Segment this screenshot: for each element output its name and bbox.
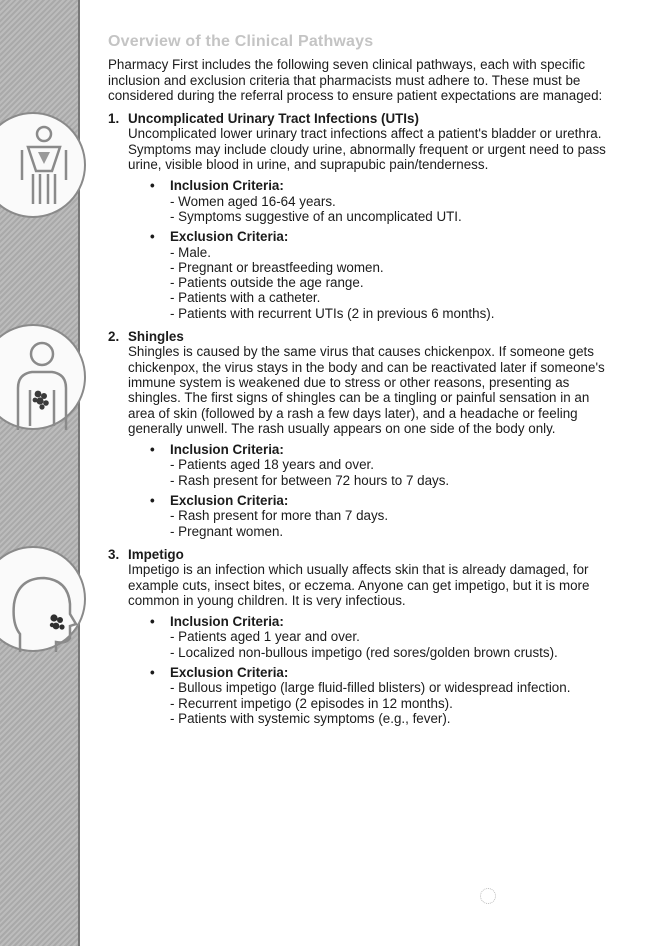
section-description: Uncomplicated lower urinary tract infections affect a patient's bladder or urethra. Symptoms may include cloudy urine, abnormally frequent or urgent need to pass urine, visible blood in urine, and suprapubic pain/tenderness.	[128, 126, 606, 173]
inclusion-criteria: • Inclusion Criteria: - Women aged 16-64 years. - Symptoms suggestive of an uncomplicated UTI.	[150, 178, 608, 224]
list-item: - Symptoms suggestive of an uncomplicated UTI.	[170, 208, 462, 224]
inclusion-label: Inclusion Criteria:	[170, 614, 284, 630]
section-number: 3.	[108, 546, 120, 562]
page-title: Overview of the Clinical Pathways	[108, 33, 374, 50]
section-shingles	[108, 329, 608, 539]
section-title: Impetigo	[128, 546, 184, 562]
shingles-torso-icon	[0, 324, 86, 430]
decorative-mark-icon	[480, 888, 496, 904]
exclusion-criteria: • Exclusion Criteria: - Bullous impetigo (large fluid-filled blisters) or widespread infection. - Recurrent impetigo (2 episodes in 12 months). - Patients with systemic symptoms (e.g., fever).	[150, 665, 608, 726]
list-item: - Recurrent impetigo (2 episodes in 12 months).	[170, 695, 453, 711]
inclusion-label: Inclusion Criteria:	[170, 178, 284, 194]
list-item: - Patients outside the age range.	[170, 275, 364, 291]
inclusion-label: Inclusion Criteria:	[170, 442, 284, 458]
impetigo-face-icon	[0, 546, 86, 652]
section-heading	[108, 547, 608, 562]
list-item: - Patients with systemic symptoms (e.g., fever).	[170, 710, 451, 726]
intro-paragraph: Pharmacy First includes the following seven clinical pathways, each with specific inclusion and exclusion criteria that pharmacists must adhere to. These must be considered during the referral process to ensure patient expectations are managed:	[108, 57, 603, 103]
list-item: - Localized non-bullous impetigo (red sores/golden brown crusts).	[170, 644, 558, 660]
exclusion-criteria: • Exclusion Criteria: - Rash present for more than 7 days. - Pregnant women.	[150, 493, 608, 539]
section-description: Impetigo is an infection which usually affects skin that is already damaged, for example cuts, insect bites, or eczema. Anyone can get impetigo, but it is more common in young children. It is very infectious.	[128, 562, 590, 608]
list-item: - Pregnant or breastfeeding women.	[170, 259, 384, 275]
section-title: Uncomplicated Urinary Tract Infections (UTIs)	[128, 111, 419, 127]
list-item: - Patients with recurrent UTIs (2 in previous 6 months).	[170, 305, 495, 321]
exclusion-label: Exclusion Criteria:	[170, 229, 289, 245]
section-number: 2.	[108, 329, 120, 345]
section-heading	[108, 111, 608, 126]
exclusion-label: Exclusion Criteria:	[170, 664, 289, 680]
list-item: - Male.	[170, 244, 211, 260]
exclusion-label: Exclusion Criteria:	[170, 493, 289, 509]
section-uti	[108, 111, 608, 321]
section-title: Shingles	[128, 329, 184, 345]
section-impetigo	[108, 547, 608, 726]
list-item: - Rash present for between 72 hours to 7 days.	[170, 472, 450, 488]
list-item: - Pregnant women.	[170, 523, 284, 539]
main-content	[108, 34, 608, 734]
female-bladder-icon	[0, 112, 86, 218]
section-description: Shingles is caused by the same virus that causes chickenpox. If someone gets chickenpox, the virus stays in the body and can be reactivated later if someone's immune system is weakened due to stress or other reasons, presenting as shingles. The first signs of shingles can be a tingling or painful sensation in an area of skin (followed by a rash a few days later), and a headache or feeling generally unwell. The rash usually appears on one side of the body only.	[128, 344, 605, 436]
inclusion-criteria: • Inclusion Criteria: - Patients aged 1 year and over. - Localized non-bullous impetigo (red sores/golden brown crusts).	[150, 614, 608, 660]
section-heading	[108, 329, 608, 344]
list-item: - Bullous impetigo (large fluid-filled blisters) or widespread infection.	[170, 680, 571, 696]
exclusion-criteria: • Exclusion Criteria: - Male. - Pregnant or breastfeeding women. - Patients outside the age range. - Patients with a catheter. - Patients with recurrent UTIs (2 in previous 6 months).	[150, 229, 608, 321]
list-item: - Women aged 16-64 years.	[170, 193, 336, 209]
list-item: - Rash present for more than 7 days.	[170, 508, 389, 524]
list-item: - Patients aged 1 year and over.	[170, 629, 360, 645]
inclusion-criteria: • Inclusion Criteria: - Patients aged 18 years and over. - Rash present for between 72 hours to 7 days.	[150, 442, 608, 488]
list-item: - Patients aged 18 years and over.	[170, 457, 374, 473]
section-number: 1.	[108, 111, 120, 127]
list-item: - Patients with a catheter.	[170, 290, 321, 306]
